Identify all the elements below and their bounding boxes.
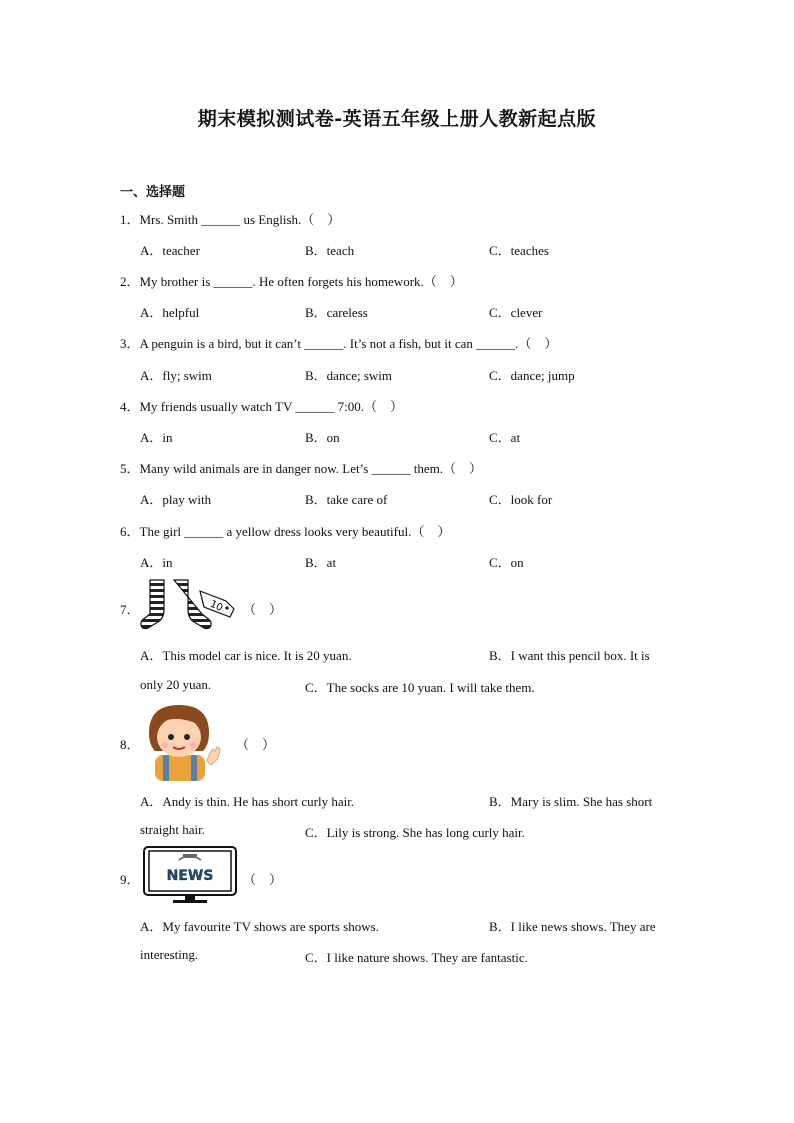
q2-option-a[interactable]: A．helpful (140, 305, 200, 320)
q1-option-b[interactable]: B．teach (305, 243, 355, 258)
q4-option-b[interactable]: B．on (305, 430, 340, 445)
question-1: 1．Mrs. Smith ______ us English.（ ） (120, 212, 341, 227)
q8-option-a[interactable]: A．Andy is thin. He has short curly hair. (140, 794, 355, 809)
girl-image (143, 703, 223, 781)
socks-image (140, 577, 238, 633)
q2-option-b[interactable]: B．careless (305, 305, 368, 320)
q7-option-a[interactable]: A．This model car is nice. It is 20 yuan. (140, 648, 352, 663)
q3-option-c[interactable]: C．dance; jump (489, 368, 575, 383)
question-8-number: 8． (120, 737, 140, 752)
q8-option-c[interactable]: C．Lily is strong. She has long curly hair. (305, 825, 525, 840)
section-heading: 一、选择题 (120, 185, 186, 200)
question-6: 6．The girl ______ a yellow dress looks very beautiful.（ ） (120, 524, 451, 539)
q1-option-a[interactable]: A．teacher (140, 243, 200, 258)
q9-option-b-continued: interesting. (140, 947, 199, 962)
question-4: 4．My friends usually watch TV ______ 7:00.（ ） (120, 399, 403, 414)
tv-news-image (143, 846, 237, 904)
q9-answer-paren[interactable]: （ ） (243, 872, 283, 887)
tv-news-label: NEWS (166, 868, 214, 884)
question-2: 2．My brother is ______. He often forgets his homework.（ ） (120, 274, 463, 289)
q7-option-c[interactable]: C．The socks are 10 yuan. I will take them. (305, 680, 535, 695)
q8-option-b-continued: straight hair. (140, 822, 205, 837)
q6-option-c[interactable]: C．on (489, 555, 524, 570)
question-9-number: 9． (120, 872, 140, 887)
q3-option-b[interactable]: B．dance; swim (305, 368, 393, 383)
q9-option-b[interactable]: B．I like news shows. They are (489, 919, 656, 934)
price-tag-label: 10 (208, 598, 225, 615)
q5-option-c[interactable]: C．look for (489, 492, 553, 507)
q3-option-a[interactable]: A．fly; swim (140, 368, 212, 383)
q7-answer-paren[interactable]: （ ） (243, 602, 283, 617)
document-title: 期末模拟测试卷-英语五年级上册人教新起点版 (197, 108, 597, 130)
q6-option-a[interactable]: A．in (140, 555, 173, 570)
q8-option-b[interactable]: B．Mary is slim. She has short (489, 794, 653, 809)
question-7-number: 7． (120, 602, 140, 617)
q8-answer-paren[interactable]: （ ） (236, 737, 276, 752)
q5-option-b[interactable]: B．take care of (305, 492, 388, 507)
q6-option-b[interactable]: B．at (305, 555, 337, 570)
q9-option-a[interactable]: A．My favourite TV shows are sports shows. (140, 919, 379, 934)
q4-option-a[interactable]: A．in (140, 430, 173, 445)
question-3: 3．A penguin is a bird, but it can’t ______. It’s not a fish, but it can ______.（ ） (120, 336, 558, 351)
q9-option-c[interactable]: C．I like nature shows. They are fantastic. (305, 950, 528, 965)
q5-option-a[interactable]: A．play with (140, 492, 212, 507)
q7-option-b-continued: only 20 yuan. (140, 677, 212, 692)
q7-option-b[interactable]: B．I want this pencil box. It is (489, 648, 650, 663)
question-5: 5．Many wild animals are in danger now. Let’s ______ them.（ ） (120, 461, 483, 476)
q2-option-c[interactable]: C．clever (489, 305, 543, 320)
q4-option-c[interactable]: C．at (489, 430, 521, 445)
q1-option-c[interactable]: C．teaches (489, 243, 549, 258)
